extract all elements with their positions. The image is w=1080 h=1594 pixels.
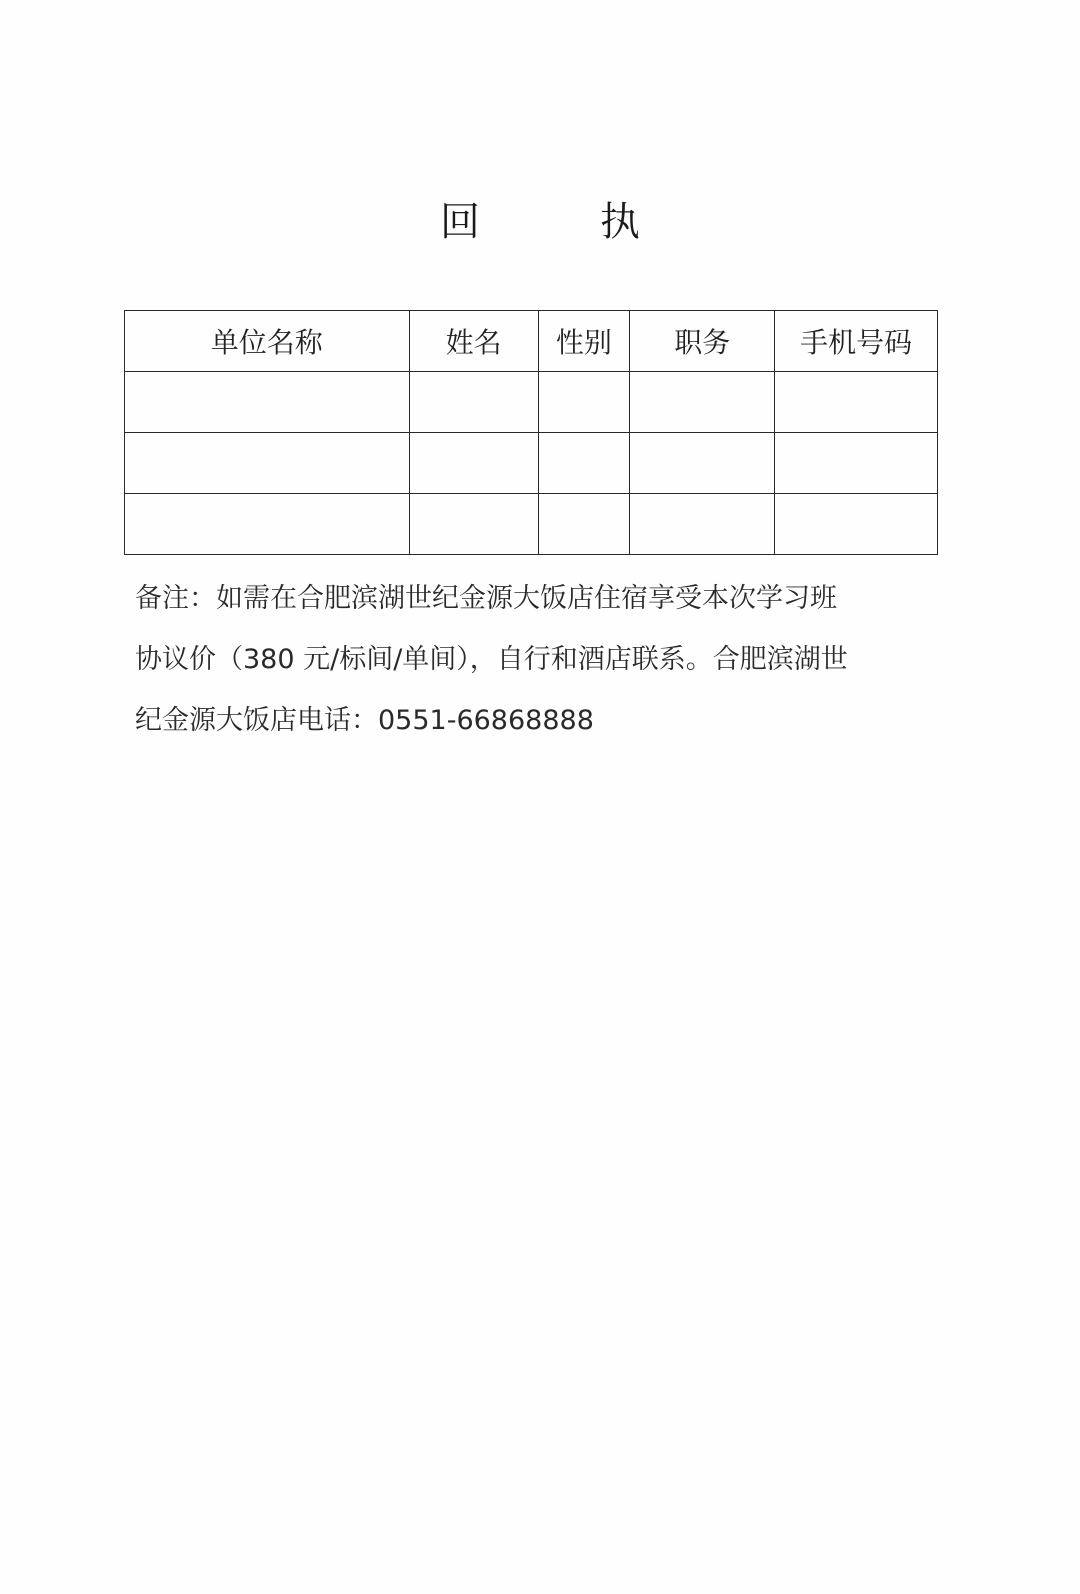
table-cell-name[interactable] <box>409 494 538 555</box>
table-cell-position[interactable] <box>630 433 775 494</box>
table-row <box>125 433 938 494</box>
header-name: 姓名 <box>409 311 538 372</box>
header-gender: 性别 <box>538 311 629 372</box>
note-line: 备注：如需在合肥滨湖世纪金源大饭店住宿享受本次学习班 <box>135 583 837 614</box>
table-header-row <box>125 311 938 372</box>
table-row <box>125 494 938 555</box>
note-line: 协议价（380 元/标间/单间），自行和酒店联系。合肥滨湖世 <box>135 644 848 675</box>
table-cell-unit[interactable] <box>125 494 410 555</box>
table-cell-phone[interactable] <box>775 372 938 433</box>
header-position: 职务 <box>630 311 775 372</box>
table-cell-gender[interactable] <box>538 494 629 555</box>
table-cell-unit[interactable] <box>125 372 410 433</box>
table-cell-gender[interactable] <box>538 433 629 494</box>
note-block <box>135 568 945 751</box>
document-title: 回 执 <box>440 199 680 245</box>
table-cell-gender[interactable] <box>538 372 629 433</box>
table-cell-unit[interactable] <box>125 433 410 494</box>
header-unit-name: 单位名称 <box>125 311 410 372</box>
receipt-table <box>124 310 938 555</box>
table-cell-phone[interactable] <box>775 494 938 555</box>
table-row <box>125 372 938 433</box>
table-cell-position[interactable] <box>630 494 775 555</box>
header-phone: 手机号码 <box>775 311 938 372</box>
table-cell-name[interactable] <box>409 433 538 494</box>
table-cell-position[interactable] <box>630 372 775 433</box>
table-cell-name[interactable] <box>409 372 538 433</box>
note-line: 纪金源大饭店电话：0551-66868888 <box>135 705 594 736</box>
table-cell-phone[interactable] <box>775 433 938 494</box>
